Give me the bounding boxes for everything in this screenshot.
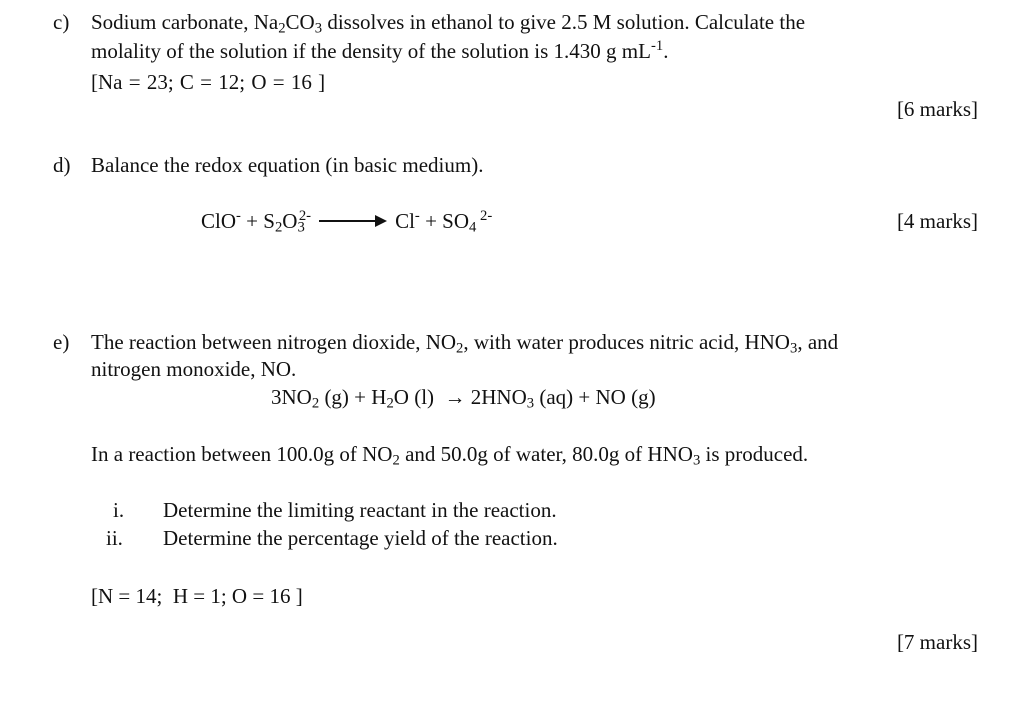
redox-equation: $ClO^- + S_2O_3^{2-}$ $Cl^- + SO_4$ $^{2-}$ [201, 207, 493, 236]
sub-question-text: Determine the limiting reactant in the reaction. [163, 498, 557, 522]
question-e-line-2: nitrogen monoxide, NO. [91, 357, 297, 381]
nitrogen-dioxide-equation: $3NO_2$ $(g) + H_2O$ $(l) \to 2HNO_3$ (aq) + NO (g) [271, 385, 656, 412]
question-d-label: d) [53, 153, 71, 177]
question-e-atomic-masses: [N = 14; H = 1; O = 16 ] [91, 584, 303, 608]
reaction-arrow-icon [319, 220, 385, 222]
question-e-marks: [7 marks] [896, 630, 978, 654]
question-e-label: e) [53, 330, 70, 354]
question-c-line-2: molality of the solution if the density of the solution is 1.430 g $mL^{-1}$. [91, 37, 669, 63]
sub-question-numeral: ii. [106, 526, 123, 550]
question-e-line-1: The reaction between nitrogen dioxide, $NO_2$, with water produces nitric acid, $HNO_3$, and [91, 330, 839, 357]
question-e-given-data: In a reaction between 100.0g of $NO_2$ and 50.0g of water, 80.0g of $HNO_3$ is produced. [91, 442, 809, 469]
question-d-text: Balance the redox equation (in basic medium). [91, 153, 484, 177]
question-c-atomic-masses: [Na = 23; C = 12; O = 16 ] [91, 70, 326, 94]
question-c-marks: [6 marks] [896, 97, 978, 121]
question-c-label: c) [53, 10, 70, 34]
question-c-line-1: Sodium carbonate, $Na_2CO_3$ dissolves in ethanol to give 2.5 M solution. Calculate the [91, 10, 806, 37]
sub-question-text: Determine the percentage yield of the reaction. [163, 526, 558, 550]
sub-question-numeral: i. [113, 498, 125, 522]
question-d-marks: [4 marks] [896, 209, 978, 233]
